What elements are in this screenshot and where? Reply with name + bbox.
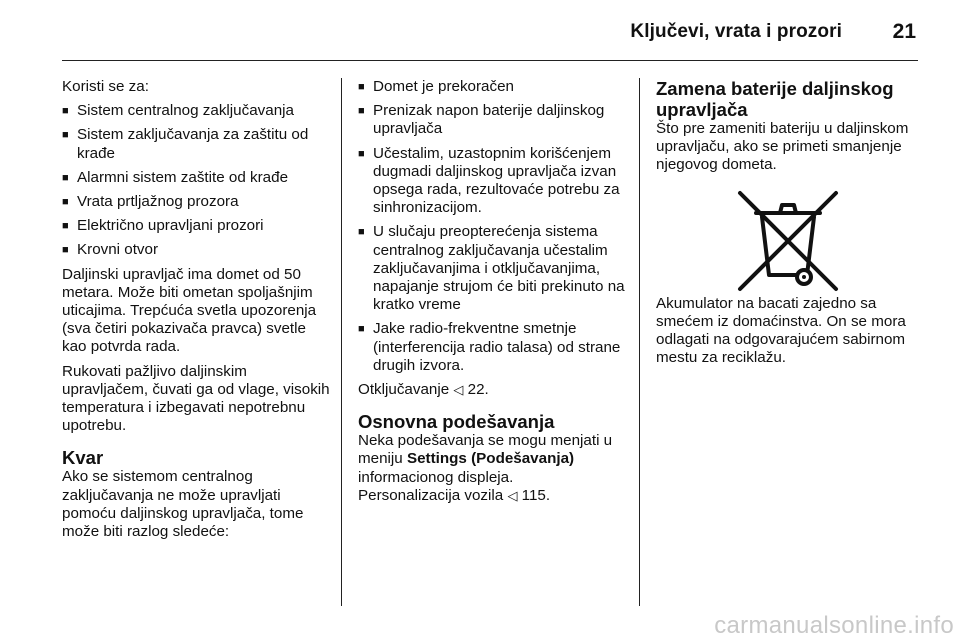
list-item-text: U slučaju preopterećenja sistema centralnog zaključavanja učestalim zaključavanjima i otključavanjima, napajanje strujom će biti prekinuto na kratko vreme	[373, 223, 625, 314]
intro-text: Koristi se za:	[62, 78, 149, 95]
list-item	[62, 102, 334, 120]
list-item-text: Alarmni sistem zaštite od krađe	[77, 168, 289, 186]
list-item-text: Električno upravljani prozori	[77, 217, 264, 235]
crossed-bin-icon	[736, 189, 840, 295]
list-item	[358, 320, 630, 375]
list-item-text: Krovni otvor	[77, 241, 159, 259]
bullet-icon: ■	[358, 323, 365, 336]
bullet-icon: ■	[62, 129, 69, 142]
list-item	[358, 223, 630, 314]
list-item	[62, 169, 334, 187]
personal-page-link[interactable]: 115.	[521, 486, 551, 504]
recycle-symbol	[656, 189, 924, 295]
kvar-heading: Kvar	[62, 447, 104, 469]
settings-menu-name: Settings (Podešavanja)	[406, 450, 575, 468]
list-item	[62, 193, 334, 211]
list-item-text: Domet je prekoračen	[373, 78, 514, 95]
page-ref-arrow-icon: ◁	[507, 487, 518, 503]
list-item	[358, 78, 630, 96]
column-divider-2	[639, 78, 640, 606]
header-title: Ključevi, vrata i prozori	[630, 21, 842, 42]
bullet-icon: ■	[358, 226, 365, 239]
bullet-icon: ■	[62, 105, 69, 118]
bullet-icon: ■	[62, 196, 69, 209]
list-item-text: Sistem centralnog zaključavanja	[77, 102, 294, 120]
list-item-text: Vrata prtljažnog prozora	[77, 193, 239, 211]
list-item	[358, 102, 630, 138]
usage-list	[62, 102, 334, 259]
page-ref-arrow-icon: ◁	[453, 382, 464, 398]
header-rule	[62, 60, 918, 61]
range-paragraph: Daljinski upravljač ima domet od 50 metara. Može biti ometan spoljašnjim uticajima. Trepćuća svetla upozorenja (sva četiri pokazivača pravca) svetle kao potvrda rada.	[62, 265, 317, 356]
column-1	[62, 78, 334, 547]
column-divider-1	[341, 78, 342, 606]
settings-text-2: informacionog displeja.	[358, 468, 514, 486]
list-item	[62, 217, 334, 235]
settings-paragraph	[358, 432, 630, 505]
column-3	[656, 78, 924, 373]
column-2	[358, 78, 630, 511]
bullet-icon: ■	[62, 171, 69, 184]
list-item-text: Prenizak napon baterije daljinskog upravljača	[373, 102, 605, 138]
bullet-icon: ■	[358, 81, 365, 93]
watermark: carmanualsonline.info	[714, 612, 954, 639]
list-item	[62, 241, 334, 259]
unlock-reference	[358, 381, 630, 399]
unlock-label: Otključavanje	[358, 381, 450, 399]
bullet-icon: ■	[62, 244, 69, 257]
list-item-text: Sistem zaključavanja za zaštitu od krađe	[77, 126, 309, 162]
settings-text-1: Neka podešavanja se mogu menjati u meniju	[358, 432, 613, 468]
disposal-paragraph: Akumulator na bacati zajedno sa smećem iz domaćinstva. On se mora odlagati na odgovarajućem sabirnom mestu za reciklažu.	[656, 294, 906, 367]
list-item	[358, 145, 630, 218]
page-number: 21	[892, 20, 916, 43]
battery-paragraph: Što pre zameniti bateriju u daljinskom upravljaču, ako se primeti smanjenje njegovog dometa.	[656, 120, 909, 174]
list-item-text: Učestalim, uzastopnim korišćenjem dugmadi daljinskog upravljača izvan opsega rada, rezultovaće potrebu za sinhronizacijom.	[373, 144, 620, 217]
bullet-icon: ■	[358, 105, 365, 118]
care-paragraph: Rukovati pažljivo daljinskim upravljačem, čuvati ga od vlage, visokih temperatura i izbegavati nepotrebnu upotrebu.	[62, 362, 330, 435]
bullet-icon: ■	[62, 220, 69, 233]
list-item	[62, 126, 334, 162]
personal-label: Personalizacija vozila	[358, 486, 504, 504]
bullet-icon: ■	[358, 147, 365, 160]
unlock-page-link[interactable]: 22.	[467, 381, 489, 399]
causes-list	[358, 78, 630, 375]
list-item-text: Jake radio-frekventne smetnje (interferencija radio talasa) od strane drugih izvora.	[373, 320, 621, 374]
settings-heading: Osnovna podešavanja	[358, 411, 555, 433]
page-header	[0, 0, 960, 62]
battery-heading: Zamena baterije daljinskog upravljača	[656, 78, 894, 120]
kvar-paragraph: Ako se sistemom centralnog zaključavanja ne može upravljati pomoću daljinskog upravljača, tome može biti razlog sledeće:	[62, 468, 304, 541]
